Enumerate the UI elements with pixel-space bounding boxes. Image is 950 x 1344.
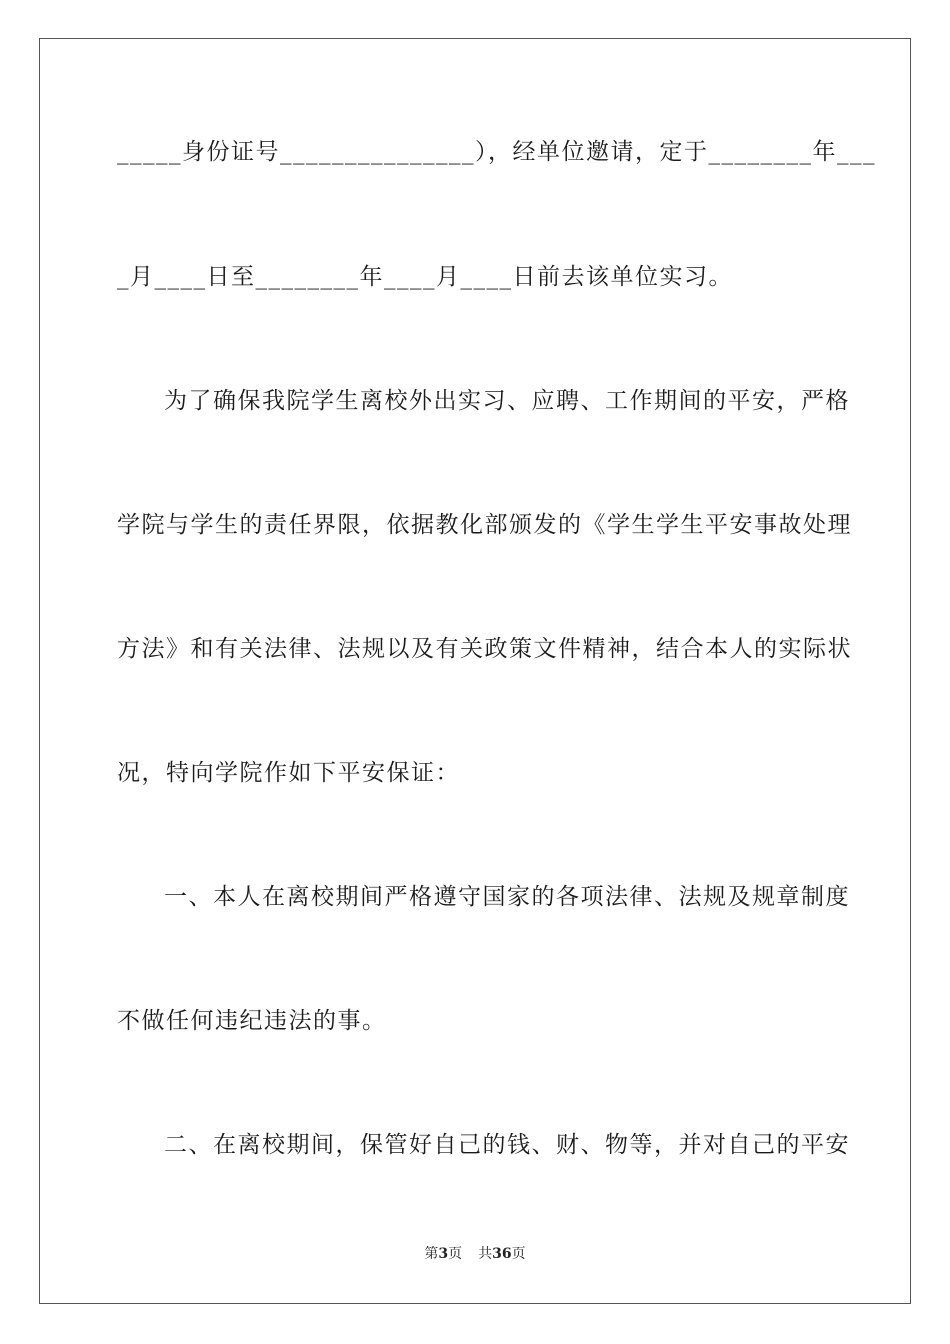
body-line-9: 二、在离校期间，保管好自己的钱、财、物等，并对自己的平安 [164, 1132, 850, 1158]
body-line-7: 一、本人在离校期间严格遵守国家的各项法律、法规及规章制度 [164, 884, 850, 910]
body-line-2: _月____日至________年____月____日前去该单位实习。 [117, 264, 733, 290]
body-line-5: 方法》和有关法律、法规以及有关政策文件精神，结合本人的实际状 [117, 636, 852, 662]
page-number: 3 [438, 1246, 449, 1262]
body-line-3: 为了确保我院学生离校外出实习、应聘、工作期间的平安，严格 [164, 388, 850, 414]
page-border [39, 38, 911, 1304]
body-line-6: 况，特向学院作如下平安保证： [117, 760, 460, 786]
total-suffix: 页 [511, 1246, 526, 1262]
body-line-8: 不做任何违纪违法的事。 [117, 1008, 387, 1034]
page-suffix: 页 [448, 1246, 463, 1262]
total-prefix: 共 [478, 1246, 493, 1262]
page-footer [0, 1245, 950, 1263]
total-pages: 36 [492, 1246, 512, 1262]
page-prefix: 第 [424, 1246, 439, 1262]
body-line-4: 学院与学生的责任界限，依据教化部颁发的《学生学生平安事故处理 [117, 512, 852, 538]
body-line-1: _____身份证号_______________），经单位邀请，定于________年___ [117, 139, 876, 165]
